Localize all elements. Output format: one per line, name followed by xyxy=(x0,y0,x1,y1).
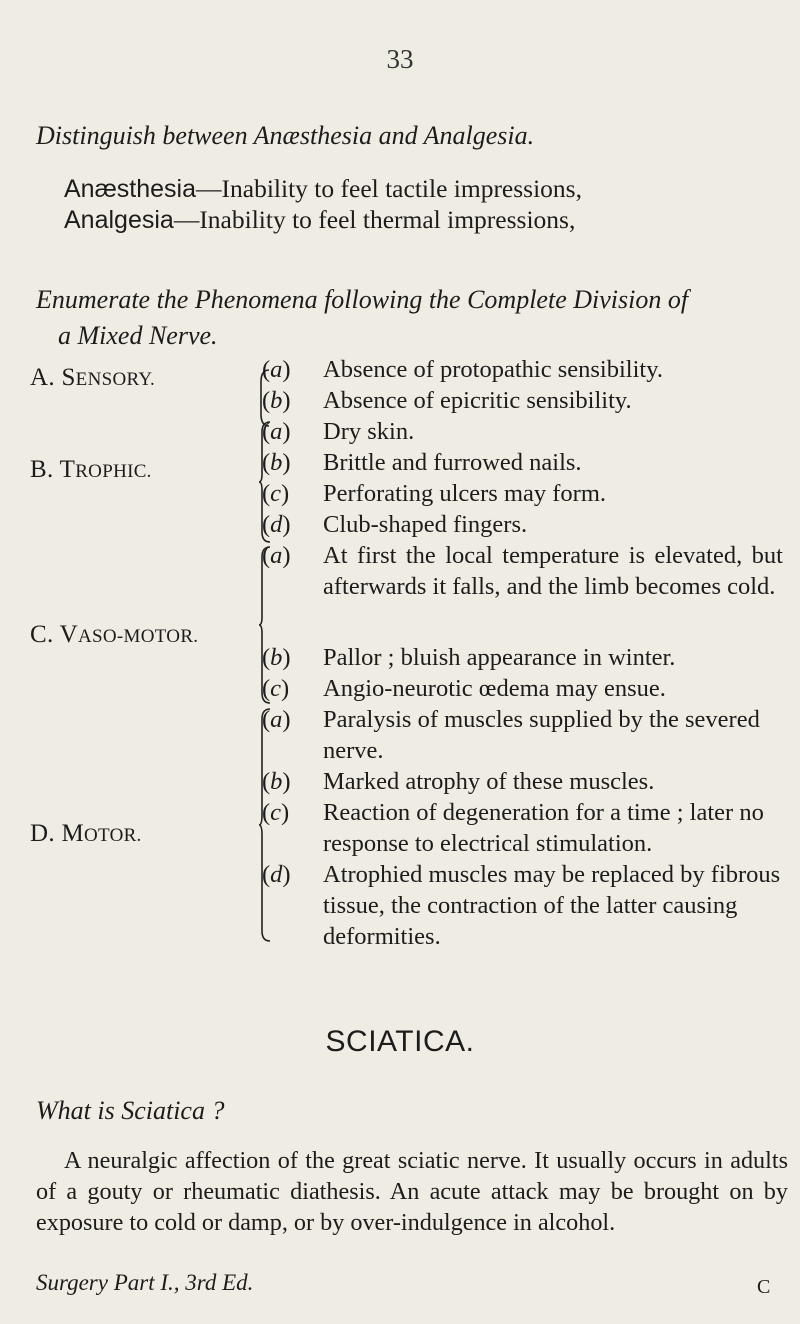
definition-analgesia xyxy=(64,204,575,236)
item-letter: (b) xyxy=(262,387,291,414)
item-text: Reaction of degeneration for a time ; later no response to electrical stimulation. xyxy=(323,799,764,857)
page-number: 33 xyxy=(386,44,414,74)
item-text: At first the local temperature is elevated, but afterwards it falls, and the limb becomes cold. xyxy=(323,542,783,600)
definition-text: —Inability to feel thermal impressions, xyxy=(173,205,576,234)
item-text: Absence of epicritic sensibility. xyxy=(323,387,632,414)
group-label-sensory: A. SENSORY. xyxy=(30,364,156,391)
group-label-vaso-motor: C. VASO-MOTOR. xyxy=(30,621,199,648)
question-sciatica: What is Sciatica ? xyxy=(36,1096,225,1125)
definition-text: —Inability to feel tactile impressions, xyxy=(196,174,582,203)
item-letter: (a) xyxy=(262,356,291,383)
answer-sciatica: A neuralgic affection of the great sciatic nerve. It usually occurs in adults of a gouty or rheumatic diathesis. An acute attack may be brought on by exposure to cold or damp, or by over-indulgence in alcohol. xyxy=(36,1147,788,1236)
item-letter: (b) xyxy=(262,644,291,671)
item-letter: (b) xyxy=(262,449,291,476)
item-letter: (b) xyxy=(262,768,291,795)
footer-sheet-mark: C xyxy=(757,1276,771,1298)
item-text: Atrophied muscles may be replaced by fibrous tissue, the contraction of the latter causing deformities. xyxy=(323,861,781,950)
item-text: Absence of protopathic sensibility. xyxy=(323,356,663,383)
group-label-motor: D. MOTOR. xyxy=(30,820,142,847)
item-text: Paralysis of muscles supplied by the severed nerve. xyxy=(323,706,760,764)
definition-anaesthesia xyxy=(64,173,582,205)
term: Analgesia xyxy=(64,206,174,234)
item-text: Marked atrophy of these muscles. xyxy=(323,768,655,795)
item-letter: (a) xyxy=(262,418,291,445)
term: Anæsthesia xyxy=(64,175,197,203)
item-letter: (d) xyxy=(262,861,291,888)
section-heading-sciatica: SCIATICA. xyxy=(325,1025,475,1058)
question-mixed-nerve-line2: a Mixed Nerve. xyxy=(58,321,218,350)
question-mixed-nerve-line1: Enumerate the Phenomena following the Complete Division of xyxy=(36,285,689,314)
group-label-trophic: B. TROPHIC. xyxy=(30,456,152,483)
item-text: Club-shaped fingers. xyxy=(323,511,528,538)
item-letter: (c) xyxy=(262,799,290,826)
item-text: Perforating ulcers may form. xyxy=(323,480,607,507)
item-letter: (a) xyxy=(262,542,291,569)
item-letter: (c) xyxy=(262,675,290,702)
item-text: Pallor ; bluish appearance in winter. xyxy=(323,644,676,671)
footer-signature: Surgery Part I., 3rd Ed. xyxy=(36,1270,254,1295)
item-letter: (a) xyxy=(262,706,291,733)
item-text: Brittle and furrowed nails. xyxy=(323,449,582,476)
item-text: Angio-neurotic œdema may ensue. xyxy=(323,675,666,702)
question-anaesthesia-analgesia: Distinguish between Anæsthesia and Analgesia. xyxy=(36,121,535,150)
item-letter: (c) xyxy=(262,480,290,507)
item-letter: (d) xyxy=(262,511,291,538)
item-text: Dry skin. xyxy=(323,418,415,445)
